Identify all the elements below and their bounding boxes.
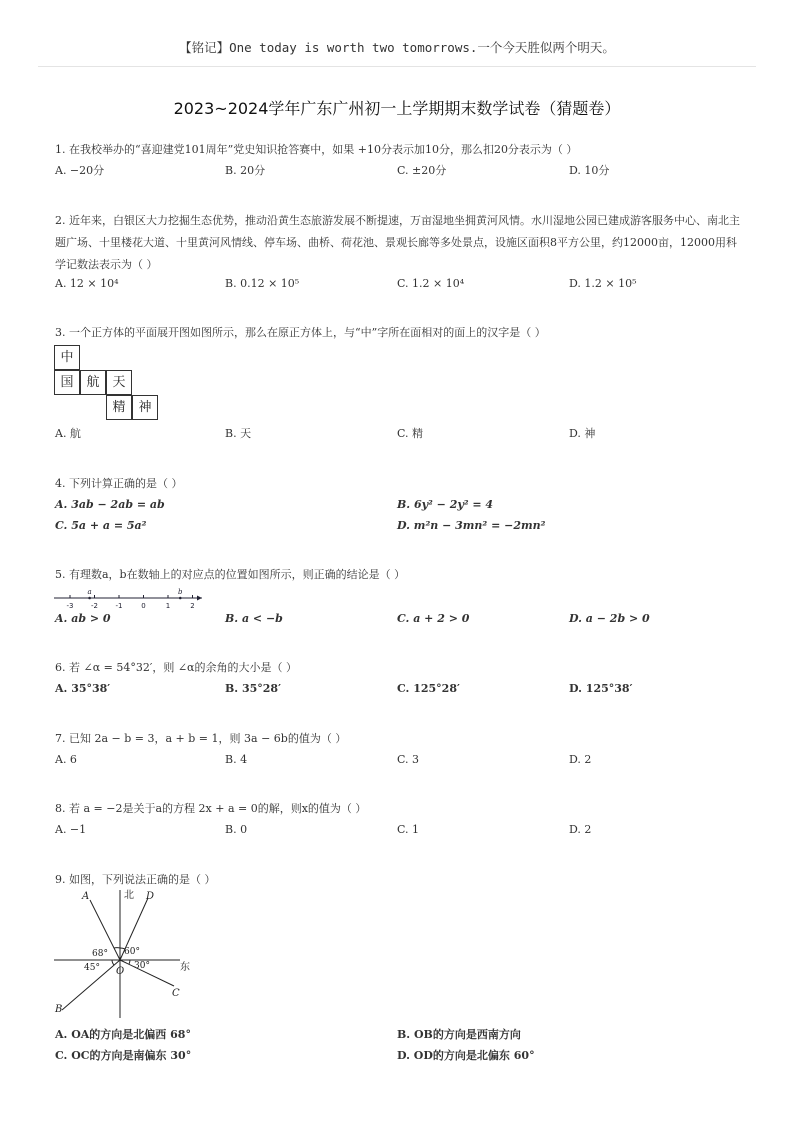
question-4-stem: 4. 下列计算正确的是（ ）	[55, 477, 183, 490]
option-c[interactable]: C. 1	[397, 823, 420, 836]
net-face: 国	[54, 370, 80, 395]
question-3-options	[55, 423, 745, 445]
motto: 【铭记】One today is worth two tomorrows.一个今天胜似两个明天。	[179, 40, 615, 55]
option-c[interactable]: C. 125°28′	[397, 682, 460, 695]
option-b[interactable]: B. 20分	[225, 164, 266, 177]
net-face: 精	[106, 395, 132, 420]
option-a[interactable]: A. 3ab − 2ab = ab	[55, 498, 165, 511]
net-face: 中	[54, 345, 80, 370]
option-b[interactable]: B. 天	[225, 427, 252, 440]
option-d[interactable]: D. OD的方向是北偏东 60°	[397, 1049, 535, 1062]
label-a: A	[82, 891, 90, 902]
label-b: B	[55, 1004, 63, 1015]
option-d[interactable]: D. a − 2b > 0	[569, 612, 650, 625]
option-a[interactable]: A. 6	[55, 753, 77, 766]
option-a[interactable]: A. −1	[55, 823, 87, 836]
option-d[interactable]: D. 125°38′	[569, 682, 633, 695]
tick-label: 2	[190, 602, 195, 610]
option-d[interactable]: D. 神	[569, 427, 596, 440]
option-b[interactable]: B. 6y² − 2y² = 4	[397, 498, 494, 511]
angle-68: 68°	[92, 949, 108, 959]
net-face: 天	[106, 370, 132, 395]
option-b[interactable]: B. 4	[225, 753, 248, 766]
option-a[interactable]: A. ab > 0	[55, 612, 111, 625]
question-1-stem: 1. 在我校举办的“喜迎建党101周年”党史知识抢答赛中，如果 +10分表示加10分，那么扣20分表示为（ ）	[55, 143, 578, 156]
option-b[interactable]: B. OB的方向是西南方向	[397, 1028, 521, 1041]
option-b[interactable]: B. 0.12 × 10⁵	[225, 277, 300, 290]
option-d[interactable]: D. 2	[569, 753, 592, 766]
question-8-options	[55, 819, 745, 841]
point-b	[179, 597, 182, 600]
question-5-stem: 5. 有理数a，b在数轴上的对应点的位置如图所示，则正确的结论是（ ）	[55, 568, 406, 581]
direction-diagram	[50, 886, 200, 1021]
option-b[interactable]: B. 0	[225, 823, 248, 836]
option-a[interactable]: A. 12 × 10⁴	[55, 277, 119, 290]
angle-arc	[129, 960, 130, 964]
tick-label: 1	[165, 602, 171, 610]
question-7-stem: 7. 已知 2a − b = 3，a + b = 1，则 3a − 6b的值为（ ）	[55, 732, 347, 745]
label-east: 东	[180, 962, 190, 973]
question-5-options	[55, 608, 745, 630]
exam-title: 2023~2024学年广东广州初一上学期期末数学试卷（猜题卷）	[173, 99, 621, 118]
axis-arrow	[197, 596, 202, 601]
option-a[interactable]: A. 35°38′	[55, 682, 111, 695]
question-9-stem: 9. 如图，下列说法正确的是（ ）	[55, 873, 216, 886]
option-c[interactable]: C. a + 2 > 0	[397, 612, 470, 625]
tick-label: -3	[66, 602, 74, 610]
option-c[interactable]: C. OC的方向是南偏东 30°	[55, 1049, 192, 1062]
option-d[interactable]: D. m²n − 3mn² = −2mn²	[397, 519, 546, 532]
divider	[38, 66, 756, 67]
angle-30: 30°	[134, 961, 150, 971]
question-4-options-row2	[55, 515, 745, 537]
label-d: D	[146, 891, 155, 902]
question-6-stem: 6. 若 ∠α = 54°32′，则 ∠α的余角的大小是（ ）	[55, 661, 297, 674]
label-c: C	[172, 988, 180, 999]
net-face: 航	[80, 370, 106, 395]
option-a[interactable]: A. −20分	[55, 164, 105, 177]
question-1-options	[55, 160, 745, 182]
label-o: O	[116, 966, 125, 977]
option-b[interactable]: B. a < −b	[225, 612, 283, 625]
option-d[interactable]: D. 10分	[569, 164, 610, 177]
point-label-a: a	[87, 588, 92, 596]
question-7-options	[55, 749, 745, 771]
question-8-stem: 8. 若 a = −2是关于a的方程 2x + a = 0的解，则x的值为（ ）	[55, 802, 367, 815]
tick-label: 0	[141, 602, 146, 610]
option-c[interactable]: C. 3	[397, 753, 420, 766]
label-north: 北	[124, 890, 134, 901]
point-label-b: b	[178, 588, 183, 596]
point-a	[88, 597, 91, 600]
angle-60: 60°	[124, 947, 140, 957]
question-9-options-row1	[55, 1024, 745, 1046]
question-2-options	[55, 273, 745, 295]
option-d[interactable]: D. 1.2 × 10⁵	[569, 277, 637, 290]
question-4-options-row1	[55, 494, 745, 516]
question-3-stem: 3. 一个正方体的平面展开图如图所示，那么在原正方体上，与“中”字所在面相对的面上的汉字是（ ）	[55, 326, 546, 339]
angle-45: 45°	[84, 963, 100, 973]
question-2-stem: 2. 近年来，白银区大力挖掘生态优势，推动沿黄生态旅游发展不断提速，万亩湿地坐拥黄河风情。水川湿地公园已建成游客服务中心、南北主题广场、十里楼花大道、十里黄河风情线、停车场、曲桥、荷花池、景观长廊等多处景点，设施区面积8平方公里，约12000亩，12000用科学记数法表示为（ ）	[55, 214, 740, 271]
angle-arc	[112, 960, 114, 965]
option-c[interactable]: C. 精	[397, 427, 424, 440]
option-d[interactable]: D. 2	[569, 823, 592, 836]
tick-label: -2	[91, 602, 98, 610]
option-a[interactable]: A. OA的方向是北偏西 68°	[55, 1028, 191, 1041]
question-6-options	[55, 678, 745, 700]
net-face: 神	[132, 395, 158, 420]
option-c[interactable]: C. ±20分	[397, 164, 447, 177]
option-a[interactable]: A. 航	[55, 427, 81, 440]
option-b[interactable]: B. 35°28′	[225, 682, 281, 695]
option-c[interactable]: C. 5a + a = 5a²	[55, 519, 147, 532]
question-9-options-row2	[55, 1045, 745, 1067]
option-c[interactable]: C. 1.2 × 10⁴	[397, 277, 465, 290]
tick-label: -1	[115, 602, 123, 610]
